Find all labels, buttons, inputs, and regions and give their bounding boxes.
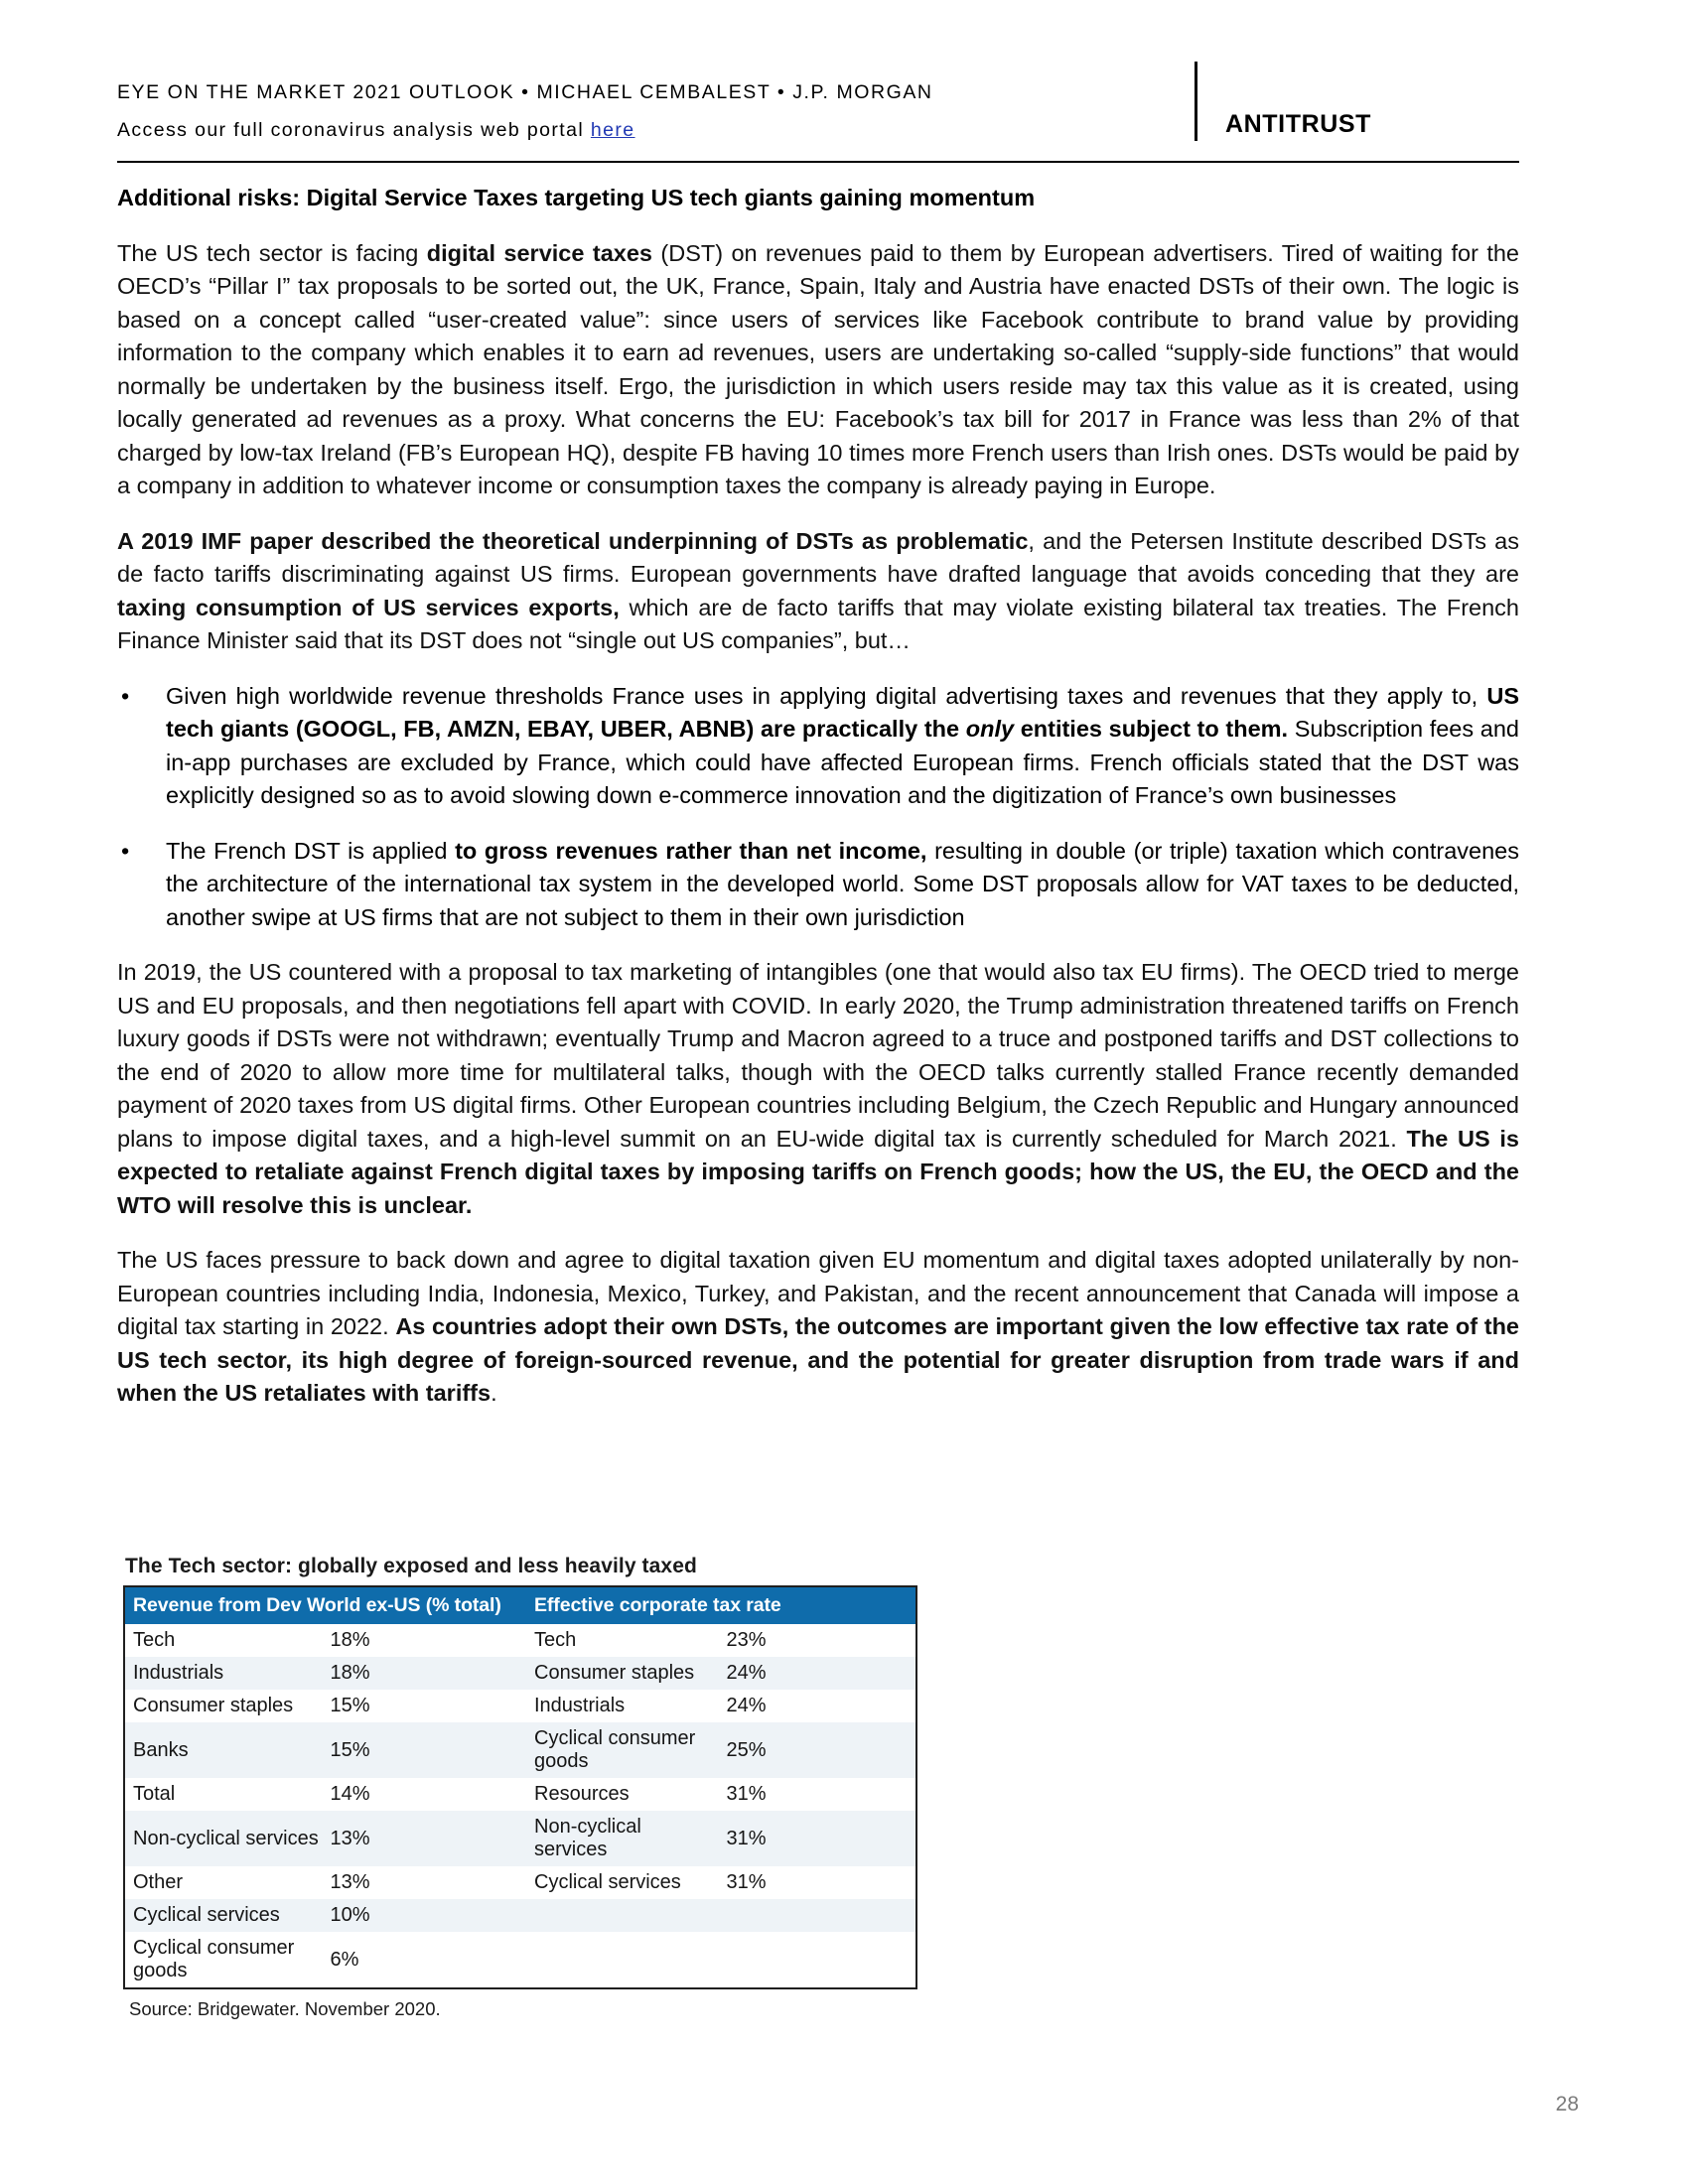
paragraph-us-pressure (117, 1244, 1519, 1411)
cell-revenue-pct: 15% (330, 1695, 370, 1716)
table-row (124, 1866, 916, 1899)
cell-tax-pct: 31% (726, 1783, 767, 1805)
cell-tax-pct: 25% (726, 1738, 767, 1761)
cell-sector-tax (520, 1932, 719, 1988)
cell-tax-pct: 31% (726, 1871, 767, 1893)
cell-sector-tax: Consumer staples (534, 1662, 695, 1684)
cell-sector-revenue: Cyclical consumer goods (133, 1937, 295, 1981)
cell-revenue-pct: 6% (330, 1948, 359, 1971)
cell-sector-tax: Cyclical consumer goods (534, 1727, 696, 1772)
bullet-point-icon: • (121, 837, 130, 864)
cell-tax-pct: 31% (726, 1827, 767, 1849)
tech-sector-table (123, 1585, 917, 1989)
table-row (124, 1624, 916, 1657)
p2-bold-2: taxing consumption of US services exports, (117, 594, 620, 620)
bullet-list (117, 680, 1519, 935)
p4-text-1: The US faces pressure to back down and agree to digital taxation given EU momentum and digital taxes adopted unilaterally by non-European countries including India, Indonesia, Mexico, Turkey, and Pakistan, and the recent announcement that Canada will impose a digital tax starting in 2022. (117, 1247, 1519, 1339)
publication-title: EYE ON THE MARKET 2021 OUTLOOK • MICHAEL CEMBALEST • J.P. MORGAN (117, 81, 933, 103)
p1-text-1: The US tech sector is facing (117, 239, 427, 266)
paragraph-us-counter-proposal (117, 956, 1519, 1222)
exhibit-tech-sector (123, 1555, 937, 2020)
b2-bold-1: to gross revenues rather than net income, (455, 837, 927, 864)
table-row (124, 1690, 916, 1722)
cell-tax-pct: 24% (726, 1695, 767, 1716)
header-subline-text: Access our full coronavirus analysis web portal (117, 119, 591, 141)
paragraph-imf-paper (117, 525, 1519, 658)
cell-sector-revenue: Industrials (133, 1662, 224, 1684)
cell-revenue-pct: 10% (330, 1904, 370, 1926)
table-row (124, 1932, 916, 1988)
cell-revenue-pct: 14% (330, 1783, 370, 1805)
header-subline (117, 119, 1209, 142)
cell-revenue-pct: 18% (330, 1629, 370, 1651)
p1-text-2: (DST) on revenues paid to them by European advertisers. Tired of waiting for the OECD’s “Pillar I” tax proposals to be sorted out, the UK, France, Spain, Italy and Austria have enacted DSTs of their own. The logic is based on a concept called “user-created value”: since users of services like Facebook contribute to brand value by providing information to the company which enables it to earn ad revenues, users are undertaking so-called “supply-side functions” that would normally be undertaken by the business itself. Ergo, the jurisdiction in which users reside may tax this value as it is created, using locally generated ad revenues as a proxy. What concerns the EU: Facebook’s tax bill for 2017 in France was less than 2% of that charged by low-tax Ireland (FB’s European HQ), despite FB having 10 times more French users than Irish ones. DSTs would be paid by a company in addition to whatever income or consumption taxes the company is already paying in Europe. (117, 239, 1519, 498)
cell-tax-pct: 23% (726, 1629, 767, 1651)
cell-sector-revenue: Other (133, 1871, 184, 1893)
table-body (124, 1624, 916, 1988)
p2-text-1: , and the Petersen Institute described DSTs as de facto tariffs discriminating against US firms. European governments have drafted language that avoids conceding that they are (117, 527, 1519, 587)
cell-revenue-pct: 13% (330, 1827, 370, 1849)
header-right-block (1195, 62, 1371, 141)
section-title: ANTITRUST (1225, 110, 1372, 138)
cell-sector-revenue: Cyclical services (133, 1904, 280, 1926)
cell-sector-tax: Tech (534, 1629, 577, 1651)
cell-tax-pct (719, 1932, 917, 1988)
b1-text-1: Given high worldwide revenue thresholds France uses in applying digital advertising taxes and revenues that they apply to, (166, 682, 1487, 709)
paragraph-dst-intro (117, 237, 1519, 503)
b1-text-2: Subscription fees and in-app purchases are excluded by France, which could have affected European firms. French officials stated that the DST was explicitly designed so as to avoid slowing down e-commerce innovation and the digitization of France’s own businesses (166, 716, 1519, 808)
list-item (117, 680, 1519, 813)
column-header-revenue: Revenue from Dev World ex-US (% total) (124, 1586, 520, 1624)
header-divider (117, 161, 1519, 163)
table-row (124, 1899, 916, 1932)
cell-tax-pct: 24% (726, 1662, 767, 1684)
cell-sector-tax: Resources (534, 1783, 630, 1805)
table-header (124, 1586, 916, 1624)
header-left-block (117, 81, 1209, 142)
p3-text-1: In 2019, the US countered with a proposal to tax marketing of intangibles (one that would also tax EU firms). The OECD tried to merge US and EU proposals, and then negotiations fell apart with COVID. In early 2020, the Trump administration threatened tariffs on French luxury goods if DSTs were not withdrawn; eventually Trump and Macron agreed to a truce and postponed tariffs and DST collections to the end of 2020 to allow more time for multilateral talks, though with the OECD talks currently stalled France recently demanded payment of 2020 taxes from US digital firms. Other European countries including Belgium, the Czech Republic and Hungary announced plans to impose digital taxes, and a high-level summit on an EU-wide digital tax is currently scheduled for March 2021. (117, 959, 1519, 1152)
cell-sector-tax: Non-cyclical services (534, 1816, 641, 1860)
b1-bold-1: US tech giants (GOOGL, FB, AMZN, EBAY, UBER, ABNB) are practically the (166, 682, 1519, 742)
b2-text-2: resulting in double (or triple) taxation which contravenes the architecture of the international tax system in the developed world. Some DST proposals allow for VAT taxes to be deducted, another swipe at US firms that are not subject to them in their own jurisdiction (166, 837, 1519, 930)
coronavirus-portal-link[interactable]: here (590, 119, 635, 141)
b1-bold-2: entities subject to them. (1014, 716, 1289, 742)
cell-revenue-pct: 13% (330, 1871, 370, 1893)
cell-sector-tax: Cyclical services (534, 1871, 681, 1893)
p2-bold-1: A 2019 IMF paper described the theoretical underpinning of DSTs as problematic (117, 527, 1029, 554)
b1-bold-italic-1: only (965, 716, 1015, 742)
cell-sector-tax (520, 1899, 719, 1932)
cell-tax-pct (719, 1899, 917, 1932)
cell-revenue-pct: 15% (330, 1738, 370, 1761)
document-body (117, 182, 1519, 1433)
page-number: 28 (1555, 2093, 1579, 2116)
table-row (124, 1778, 916, 1811)
bullet-point-icon: • (121, 682, 130, 709)
list-item (117, 835, 1519, 935)
exhibit-source: Source: Bridgewater. November 2020. (129, 1998, 441, 2019)
exhibit-title: The Tech sector: globally exposed and less heavily taxed (125, 1555, 697, 1577)
p2-text-2: which are de facto tariffs that may violate existing bilateral tax treaties. The French Finance Minister said that its DST does not “single out US companies”, but… (117, 594, 1520, 653)
cell-sector-revenue: Consumer staples (133, 1695, 294, 1716)
cell-sector-revenue: Non-cyclical services (133, 1827, 319, 1849)
p4-text-2: . (491, 1380, 497, 1406)
p3-bold-1: The US is expected to retaliate against French digital taxes by imposing tariffs on French goods; how the US, the EU, the OECD and the WTO will resolve this is unclear. (117, 1125, 1519, 1218)
section-subheading: Additional risks: Digital Service Taxes targeting US tech giants gaining momentum (117, 185, 1036, 210)
column-header-tax-rate: Effective corporate tax rate (520, 1586, 916, 1624)
p4-bold-1: As countries adopt their own DSTs, the outcomes are important given the low effective tax rate of the US tech sector, its high degree of foreign-sourced revenue, and the potential for greater disruption from trade wars if and when the US retaliates with tariffs (117, 1313, 1519, 1406)
cell-sector-revenue: Total (133, 1783, 176, 1805)
table-header-row (124, 1586, 916, 1624)
cell-sector-revenue: Banks (133, 1738, 189, 1761)
b2-text-1: The French DST is applied (166, 837, 456, 864)
cell-revenue-pct: 18% (330, 1662, 370, 1684)
cell-sector-revenue: Tech (133, 1629, 176, 1651)
table-row (124, 1722, 916, 1778)
table-row (124, 1811, 916, 1866)
table-row (124, 1657, 916, 1690)
cell-sector-tax: Industrials (534, 1695, 626, 1716)
p1-bold-1: digital service taxes (426, 239, 652, 266)
